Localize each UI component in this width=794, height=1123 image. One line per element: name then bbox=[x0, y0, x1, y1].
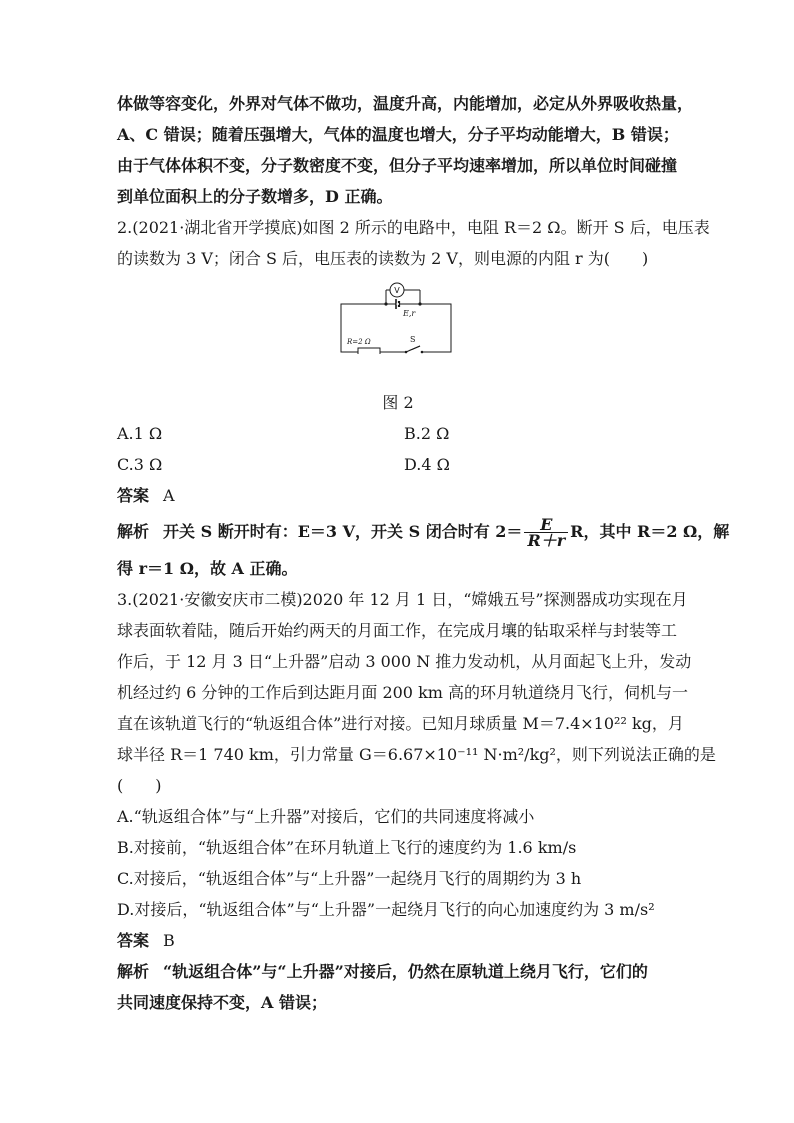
analysis-row bbox=[117, 511, 730, 553]
option-c: C.对接后，“轨返组合体”与“上升器”一起绕月飞行的周期约为 3 h bbox=[117, 869, 582, 888]
source-label: E,r bbox=[403, 309, 416, 318]
question-3-stem-line: 球表面软着陆，随后开始约两天的月面工作，在完成月壤的钻取采样与封装等工 bbox=[117, 621, 678, 640]
analysis-label: 解析 bbox=[117, 522, 150, 541]
resistor-label: R=2 Ω bbox=[347, 338, 371, 346]
option-a: A.“轨返组合体”与“上升器”对接后，它们的共同速度将减小 bbox=[117, 807, 535, 826]
answer-row bbox=[117, 925, 679, 956]
question-2-stem-line: 2.(2021·湖北省开学摸底)如图 2 所示的电路中，电阻 R＝2 Ω。断开 S 后，电压表 bbox=[117, 218, 710, 237]
prev-solution bbox=[117, 88, 694, 212]
fraction bbox=[524, 517, 568, 548]
answer-row bbox=[117, 480, 679, 511]
figure-caption: 图 2 bbox=[382, 393, 414, 412]
answer-value: A bbox=[163, 486, 175, 505]
circuit-diagram bbox=[340, 278, 454, 354]
prev-solution-line: 到单位面积上的分子数增多，D 正确。 bbox=[117, 187, 393, 206]
question-3-stem-line: 直在该轨道飞行的“轨返组合体”进行对接。已知月球质量 M＝7.4×10²² kg，月 bbox=[117, 714, 684, 733]
prev-solution-line: 由于气体体积不变，分子数密度不变，但分子平均速率增加，所以单位时间碰撞 bbox=[117, 156, 678, 175]
question-3 bbox=[117, 584, 716, 1018]
question-2 bbox=[117, 212, 730, 584]
option-b: B.2 Ω bbox=[404, 424, 450, 443]
junction-dot bbox=[384, 302, 387, 305]
options-row bbox=[117, 449, 679, 480]
analysis-row bbox=[117, 956, 679, 987]
answer-label: 答案 bbox=[117, 486, 150, 505]
prev-solution-line: 体做等容变化，外界对气体不做功，温度升高，内能增加，必定从外界吸收热量， bbox=[117, 94, 694, 113]
question-3-stem-line: 球半径 R＝1 740 km，引力常量 G＝6.67×10⁻¹¹ N·m²/kg²，则下列说法正确的是 bbox=[117, 745, 716, 764]
answer-value: B bbox=[163, 931, 175, 950]
analysis-line: 共同速度保持不变，A 错误； bbox=[117, 993, 327, 1012]
question-3-stem-line: 3.(2021·安徽安庆市二模)2020 年 12 月 1 日，“嫦娥五号”探测器成功实现在月 bbox=[117, 590, 688, 609]
fraction-denominator: R＋r bbox=[527, 531, 566, 550]
switch-label: S bbox=[410, 335, 416, 344]
option-a: A.1 Ω bbox=[117, 424, 163, 443]
answer-label: 答案 bbox=[117, 931, 150, 950]
question-3-stem-line: 作后，于 12 月 3 日“上升器”启动 3 000 N 推力发动机，从月面起飞上升，发动 bbox=[117, 652, 692, 671]
options-row bbox=[117, 418, 679, 449]
resistor-symbol bbox=[358, 348, 380, 354]
analysis-line: 得 r＝1 Ω，故 A 正确。 bbox=[117, 559, 298, 578]
option-b: B.对接前，“轨返组合体”在环月轨道上飞行的速度约为 1.6 km/s bbox=[117, 838, 577, 857]
question-3-stem-line: ( ) bbox=[117, 776, 162, 795]
option-d: D.4 Ω bbox=[404, 455, 450, 474]
question-2-stem-line: 的读数为 3 V；闭合 S 后，电压表的读数为 2 V，则电源的内阻 r 为( ) bbox=[117, 249, 649, 268]
analysis-text: “轨返组合体”与“上升器”对接后，仍然在原轨道上绕月飞行，它们的 bbox=[163, 962, 648, 981]
question-3-stem-line: 机经过约 6 分钟的工作后到达距月面 200 km 高的环月轨道绕月飞行，伺机与一 bbox=[117, 683, 689, 702]
analysis-text: 开关 S 断开时有：E＝3 V，开关 S 闭合时有 2＝ bbox=[163, 522, 523, 541]
analysis-label: 解析 bbox=[117, 962, 150, 981]
prev-solution-line: A、C 错误；随着压强增大，气体的温度也增大，分子平均动能增大，B 错误； bbox=[117, 125, 679, 144]
voltmeter-label: V bbox=[394, 286, 400, 295]
document-page bbox=[117, 88, 730, 1018]
circuit-figure bbox=[117, 274, 679, 388]
junction-dot bbox=[418, 302, 421, 305]
fraction-numerator: E bbox=[524, 517, 568, 533]
option-c: C.3 Ω bbox=[117, 455, 163, 474]
option-d: D.对接后，“轨返组合体”与“上升器”一起绕月飞行的向心加速度约为 3 m/s² bbox=[117, 900, 655, 919]
analysis-text: R，其中 R＝2 Ω，解 bbox=[570, 522, 730, 541]
